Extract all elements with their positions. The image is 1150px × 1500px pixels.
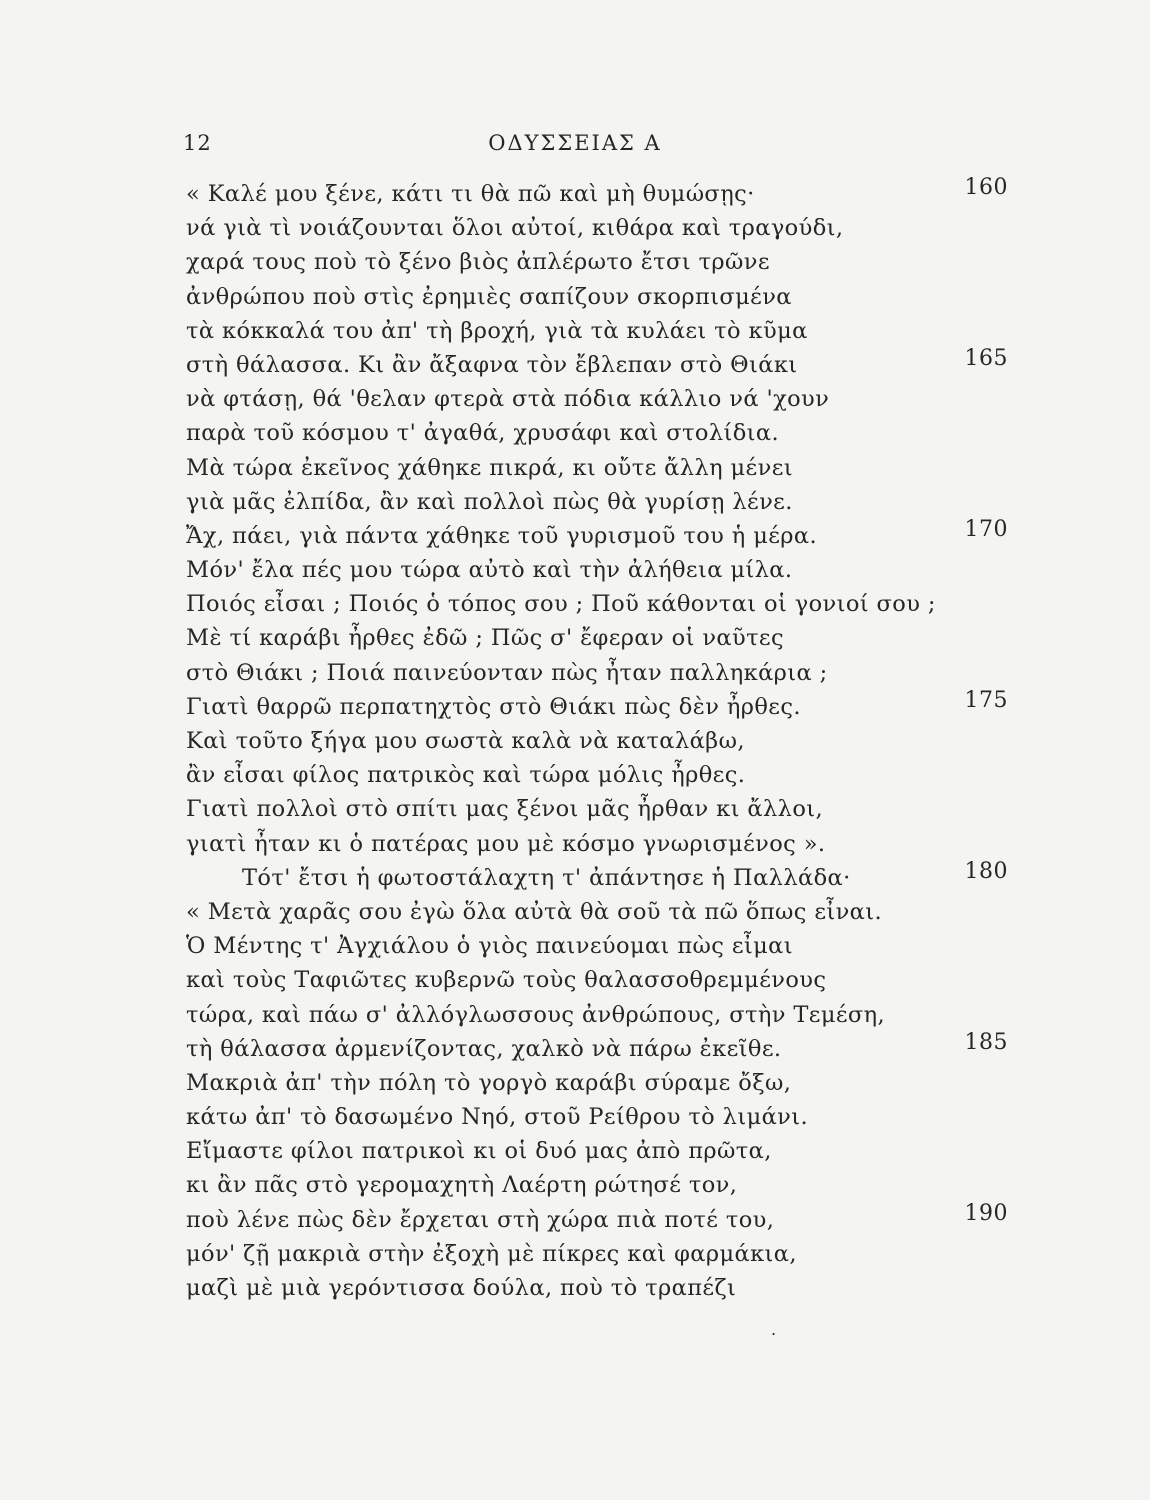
- verse-text: κι ἂν πᾶς στὸ γερομαχητὴ Λαέρτη ρώτησέ τον,: [186, 1172, 738, 1199]
- verse-text: Μὲ τί καράβι ἦρθες ἐδῶ ; Πῶς σ' ἔφεραν οἱ ναῦτες: [186, 625, 784, 652]
- verse-line: [186, 280, 1016, 314]
- verse-text: « Καλέ μου ξένε, κάτι τι θὰ πῶ καὶ μὴ θυμώσῃς·: [186, 181, 755, 207]
- verse-line: [186, 1168, 1016, 1202]
- line-number: 170: [964, 516, 1008, 542]
- line-number: 160: [964, 175, 1008, 200]
- verse-line: [186, 553, 1016, 587]
- verse-line: [186, 858, 1016, 895]
- verse-text: γιατὶ ἦταν κι ὁ πατέρας μου μὲ κόσμο γνωρισμένος ».: [186, 830, 826, 857]
- verse-line: [186, 245, 1016, 279]
- verse-text: στὴ θάλασσα. Κι ἂν ἄξαφνα τὸν ἔβλεπαν στὸ Θιάκι: [186, 351, 798, 378]
- verse-text: τὰ κόκκαλά του ἀπ' τὴ βροχή, γιὰ τὰ κυλάει τὸ κῦμα: [186, 317, 808, 344]
- verse-text: παρὰ τοῦ κόσμου τ' ἀγαθά, χρυσάφι καὶ στολίδια.: [186, 420, 780, 447]
- verse-text: τώρα, καὶ πάω σ' ἀλλόγλωσσους ἀνθρώπους, στὴν Τεμέση,: [186, 1001, 886, 1028]
- verse-line: [186, 451, 1016, 485]
- verse-text: Εἴμαστε φίλοι πατρικοὶ κι οἱ δυό μας ἀπὸ πρῶτα,: [186, 1138, 772, 1165]
- verse-line: [186, 792, 1016, 826]
- verse-line: [186, 724, 1016, 758]
- line-number: 190: [964, 1200, 1008, 1226]
- verse-text: νὰ φτάσῃ, θά 'θελαν φτερὰ στὰ πόδια κάλλιο νά 'χουν: [186, 386, 830, 413]
- verse-text: κάτω ἀπ' τὸ δασωμένο Νηό, στοῦ Ρείθρου τὸ λιμάνι.: [186, 1104, 809, 1131]
- verse-line: [186, 485, 1016, 519]
- line-number: 180: [964, 858, 1008, 884]
- verse-text: τὴ θάλασσα ἀρμενίζοντας, χαλκὸ νὰ πάρω ἐκεῖθε.: [186, 1035, 782, 1062]
- verse-text: νά γιὰ τὶ νοιάζουνται ὅλοι αὐτοί, κιθάρα καὶ τραγούδι,: [186, 215, 844, 242]
- verse-text: γιὰ μᾶς ἐλπίδα, ἂν καὶ πολλοὶ πὼς θὰ γυρίσῃ λένε.: [186, 488, 793, 515]
- verse-line: [186, 177, 1016, 211]
- verse-line: [186, 621, 1016, 655]
- verse-text: ἀνθρώπου ποὺ στὶς ἐρημιὲς σαπίζουν σκορπισμένα: [186, 283, 792, 310]
- verse-text: Γιατὶ θαρρῶ περπατηχτὸς στὸ Θιάκι πὼς δὲν ἦρθες.: [186, 693, 801, 720]
- verse-text: καὶ τοὺς Ταφιῶτες κυβερνῶ τοὺς θαλασσοθρεμμένους: [186, 967, 827, 994]
- running-head-title: ΟΔΥΣΣΕΙΑΣ Α: [488, 131, 662, 155]
- verse-text: Μακριὰ ἀπ' τὴν πόλη τὸ γοργὸ καράβι σύραμε ὄξω,: [186, 1069, 792, 1096]
- verse-line: [186, 656, 1016, 690]
- verse-text: Ὁ Μέντης τ' Ἀγχιάλου ὁ γιὸς παινεύομαι πὼς εἶμαι: [186, 933, 793, 960]
- verse-line: [186, 1100, 1016, 1134]
- stray-mark: .: [771, 1320, 777, 1339]
- verse-text: Ποιός εἶσαι ; Ποιός ὁ τόπος σου ; Ποῦ κάθονται οἱ γονιοί σου ;: [186, 591, 936, 618]
- verse-line: [186, 382, 1016, 416]
- verse-line: [186, 416, 1016, 450]
- verse-line: [186, 211, 1016, 245]
- verse-line: [186, 895, 1016, 929]
- verse-line: [186, 963, 1016, 997]
- verse-text: Τότ' ἔτσι ἡ φωτοστάλαχτη τ' ἀπάντησε ἡ Παλλάδα·: [242, 864, 851, 891]
- verse-text: Γιατὶ πολλοὶ στὸ σπίτι μας ξένοι μᾶς ἦρθαν κι ἄλλοι,: [186, 796, 824, 823]
- verse-text: ἂν εἶσαι φίλος πατρικὸς καὶ τώρα μόλις ἦρθες.: [186, 762, 746, 789]
- verse-text: μαζὶ μὲ μιὰ γερόντισσα δούλα, ποὺ τὸ τραπέζι: [186, 1275, 737, 1301]
- verse-block: [186, 177, 1016, 1305]
- verse-line: [186, 929, 1016, 963]
- verse-text: « Μετὰ χαρᾶς σου ἐγὼ ὅλα αὐτὰ θὰ σοῦ τὰ πῶ ὅπως εἶναι.: [186, 898, 883, 925]
- verse-text: Μόν' ἔλα πές μου τώρα αὐτὸ καὶ τὴν ἀλήθεια μίλα.: [186, 557, 793, 584]
- verse-line: [186, 345, 1016, 382]
- verse-text: μόν' ζῇ μακριὰ στὴν ἐξοχὴ μὲ πίκρες καὶ φαρμάκια,: [186, 1240, 797, 1267]
- verse-text: στὸ Θιάκι ; Ποιά παινεύονταν πὼς ἦταν παλληκάρια ;: [186, 659, 828, 686]
- verse-line: [186, 758, 1016, 792]
- verse-line: [186, 687, 1016, 724]
- verse-line: [186, 827, 1016, 861]
- verse-text: χαρά τους ποὺ τὸ ξένο βιὸς ἀπλέρωτο ἔτσι τρῶνε: [186, 249, 770, 276]
- verse-line: [186, 1029, 1016, 1066]
- verse-line: [186, 1066, 1016, 1100]
- verse-line: [186, 1134, 1016, 1168]
- line-number: 175: [964, 687, 1008, 713]
- verse-text: Μὰ τώρα ἐκεῖνος χάθηκε πικρά, κι οὔτε ἄλλη μένει: [186, 454, 793, 481]
- verse-line: [186, 998, 1016, 1032]
- verse-line: [186, 587, 1016, 621]
- verse-text: Καὶ τοῦτο ξήγα μου σωστὰ καλὰ νὰ καταλάβω,: [186, 728, 745, 754]
- verse-text: ποὺ λένε πὼς δὲν ἔρχεται στὴ χώρα πιὰ ποτέ του,: [186, 1206, 775, 1233]
- verse-text: Ἄχ, πάει, γιὰ πάντα χάθηκε τοῦ γυρισμοῦ του ἡ μέρα.: [186, 522, 818, 549]
- verse-line: [186, 516, 1016, 553]
- verse-line: [186, 1237, 1016, 1271]
- verse-line: [186, 1200, 1016, 1237]
- verse-line: [186, 1271, 1016, 1305]
- line-number: 185: [964, 1029, 1008, 1055]
- verse-line: [186, 314, 1016, 348]
- page-number: 12: [183, 131, 212, 155]
- line-number: 165: [964, 345, 1008, 371]
